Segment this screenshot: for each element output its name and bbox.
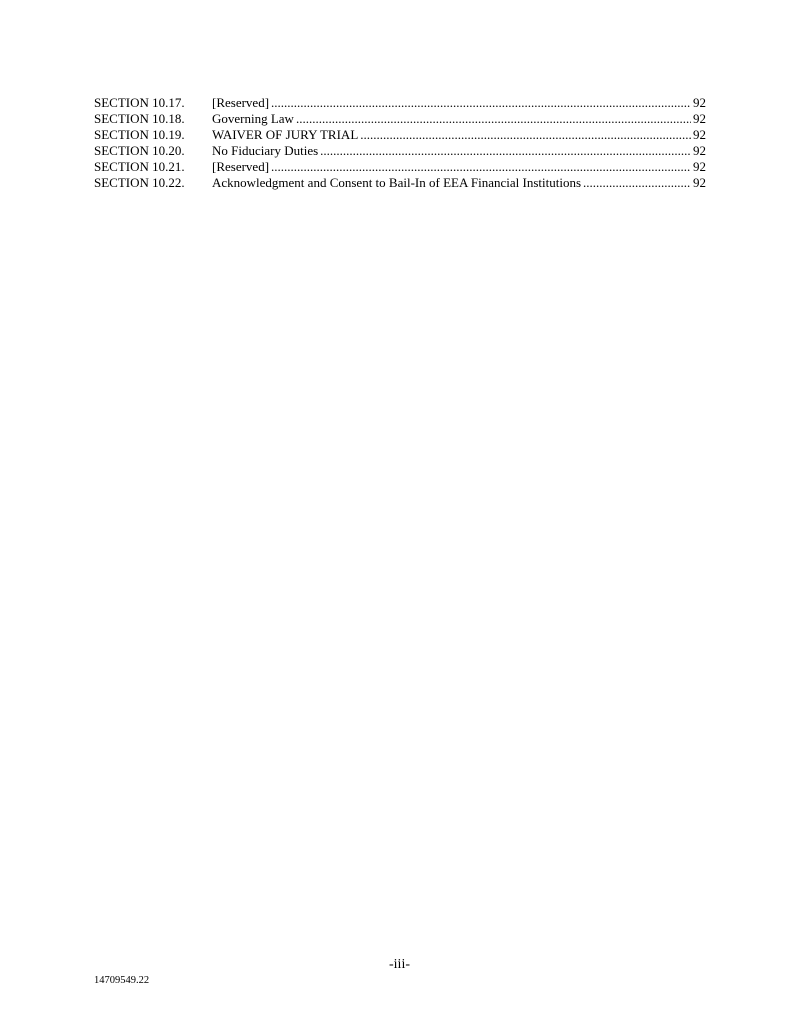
toc-entry [94,111,706,127]
toc-page-number: 92 [693,143,706,158]
toc-dot-leader [320,143,691,159]
toc-section-number: SECTION 10.20. [94,143,185,158]
table-of-contents [94,95,706,191]
toc-title: Acknowledgment and Consent to Bail-In of EEA Financial Institutions [212,175,582,190]
toc-entry [94,159,706,175]
toc-page-number: 92 [693,95,706,110]
toc-title: Governing Law [212,111,294,126]
toc-page-number: 92 [693,175,706,190]
toc-entry [94,175,706,191]
toc-section-number: SECTION 10.21. [94,159,185,174]
toc-dot-leader [583,175,691,191]
toc-entry [94,95,706,111]
toc-title: [Reserved] [212,159,270,174]
toc-dot-leader [360,127,691,143]
document-id: 14709549.22 [94,975,150,986]
toc-entry [94,127,706,143]
toc-title: WAIVER OF JURY TRIAL [212,127,359,142]
toc-page-number: 92 [693,127,706,142]
toc-page-number: 92 [693,111,706,126]
toc-section-number: SECTION 10.19. [94,127,185,142]
toc-section-number: SECTION 10.17. [94,95,185,110]
toc-dot-leader [271,95,691,111]
toc-title: No Fiduciary Duties [212,143,319,158]
toc-title: [Reserved] [212,95,270,110]
toc-page-number: 92 [693,159,706,174]
toc-dot-leader [271,159,691,175]
page-number: -iii- [389,957,410,972]
toc-section-number: SECTION 10.18. [94,111,185,126]
toc-section-number: SECTION 10.22. [94,175,185,190]
toc-dot-leader [296,111,691,127]
toc-entry [94,143,706,159]
